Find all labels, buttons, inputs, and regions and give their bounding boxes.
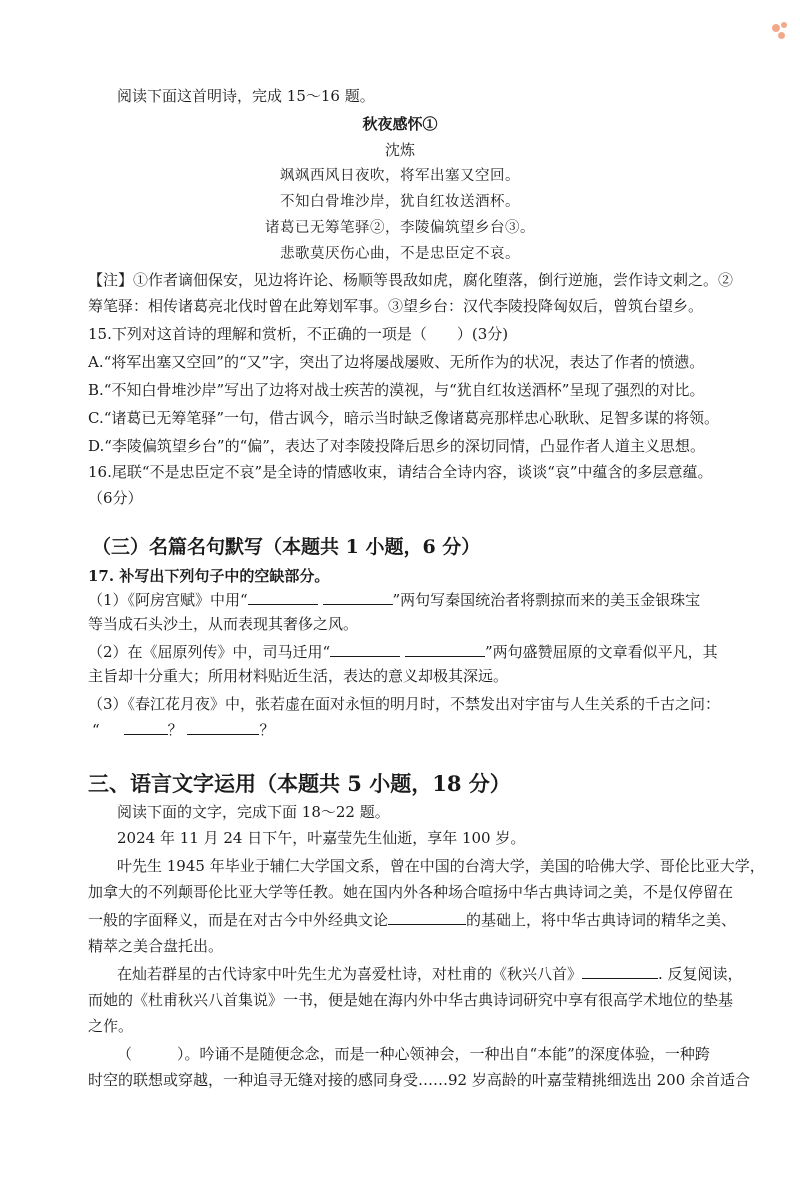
question-16-score: （6分） xyxy=(88,489,143,507)
paragraph-line: 之作。 xyxy=(88,1017,134,1035)
fill-text: （2）在《屈原列传》中，司马迁用“ xyxy=(88,643,331,661)
paragraph-line xyxy=(88,910,736,930)
poem-line: 诸葛已无筹笔驿②，李陵偏筑望乡台③。 xyxy=(265,220,535,236)
paragraph-line: 加拿大的不列颠哥伦比亚大学等任教。她在国内外各种场合喧扬中华古典诗词之美，不是仅停留在 xyxy=(88,883,734,901)
question-15-stem: 15.下列对这首诗的理解和赏析，不正确的一项是（ ）(3分) xyxy=(88,325,509,343)
question-16-stem: 16.尾联“不是忠臣定不哀”是全诗的情感收束，请结合全诗内容，谈谈“哀”中蕴含的多层意蕴。 xyxy=(88,463,713,481)
fill-sentence-2 xyxy=(88,642,718,662)
fill-sentence-1 xyxy=(88,590,700,610)
fill-text: “ xyxy=(92,721,100,739)
fill-sentence-3: （3）《春江花月夜》中，张若虚在面对永恒的明月时，不禁发出对宇宙与人生关系的千古之问： xyxy=(88,695,721,713)
paragraph-line: 精萃之美合盘托出。 xyxy=(88,937,224,955)
fill-text: ？ xyxy=(167,721,183,739)
fill-text: ”两句盛赞屈原的文章看似平凡，其 xyxy=(485,643,718,661)
answer-blank[interactable] xyxy=(187,720,259,735)
poem-line: 不知白骨堆沙岸，犹自红妆送酒杯。 xyxy=(280,194,520,210)
answer-blank[interactable] xyxy=(124,720,168,735)
part-intro: 阅读下面的文字，完成下面 18～22 题。 xyxy=(117,803,390,821)
fill-sentence-3-blanks xyxy=(92,720,274,740)
scan-mark-icon xyxy=(770,20,792,42)
q15-option-b: B.“不知白骨堆沙岸”写出了边将对战士疾苦的漠视，与“犹自红妆送酒杯”呈现了强烈的对比。 xyxy=(88,381,705,399)
section-heading: （三）名篇名句默写（本题共 1 小题，6 分） xyxy=(92,536,481,558)
fill-text: （1）《阿房宫赋》中用“ xyxy=(88,591,248,609)
q15-option-c: C.“诸葛已无筹笔驿”一句，借古讽今，暗示当时缺乏像诸葛亮那样忠心耿耿、足智多谋的将领。 xyxy=(88,409,720,427)
part-heading: 三、语言文字运用（本题共 5 小题，18 分） xyxy=(88,771,511,796)
paragraph-text: . 反复阅读， xyxy=(658,965,743,983)
fill-sentence-2-cont: 主旨却十分重大；所用材料贴近生活，表达的意义却极其深远。 xyxy=(88,667,509,685)
answer-blank[interactable] xyxy=(388,910,466,925)
paragraph-line xyxy=(117,964,743,984)
answer-blank[interactable] xyxy=(323,590,393,605)
poem-note: 筹笔驿：相传诸葛亮北伐时曾在此筹划军事。③望乡台：汉代李陵投降匈奴后，曾筑台望乡。 xyxy=(88,297,704,315)
poem-author: 沈炼 xyxy=(384,141,415,159)
question-17-stem: 17. 补写出下列句子中的空缺部分。 xyxy=(88,567,330,585)
poem-title: 秋夜感怀① xyxy=(362,115,438,133)
reading-intro: 阅读下面这首明诗，完成 15～16 题。 xyxy=(117,87,375,105)
fill-text: ”两句写秦国统治者将剽掠而来的美玉金银珠宝 xyxy=(392,591,701,609)
answer-blank[interactable] xyxy=(405,642,485,657)
paragraph-text: 在灿若群星的古代诗家中叶先生尤为喜爱杜诗，对杜甫的《秋兴八首》 xyxy=(117,965,583,983)
answer-blank[interactable] xyxy=(330,642,400,657)
poem-line: 悲歌莫厌伤心曲，不是忠臣定不哀。 xyxy=(280,246,520,262)
answer-blank[interactable] xyxy=(248,590,318,605)
fill-text: ？ xyxy=(259,721,275,739)
paragraph-line: 2024 年 11 月 24 日下午，叶嘉莹先生仙逝，享年 100 岁。 xyxy=(117,829,526,847)
q15-option-a: A.“将军出塞又空回”的“又”字，突出了边将屡战屡败、无所作为的状况，表达了作者的愤懑。 xyxy=(88,353,705,371)
fill-sentence-1-cont: 等当成石头沙土，从而表现其奢侈之风。 xyxy=(88,615,359,633)
paragraph-text: 的基础上，将中华古典诗词的精华之美、 xyxy=(466,911,737,929)
paragraph-line: 叶先生 1945 年毕业于辅仁大学国文系，曾在中国的台湾大学，美国的哈佛大学、哥伦比亚大学， xyxy=(117,857,765,875)
paragraph-line: （ ）。吟诵不是随便念念，而是一种心领神会，一种出自“本能”的深度体验，一种跨 xyxy=(117,1045,710,1063)
paragraph-line: 时空的联想或穿越，一种追寻无缝对接的感同身受……92 岁高龄的叶嘉莹精挑细选出 200 余首适合 xyxy=(88,1071,751,1089)
paragraph-text: 一般的字面释义，而是在对古今中外经典文论 xyxy=(88,911,389,929)
poem-note: 【注】①作者谪佃保安，见边将许论、杨顺等畏敌如虎，腐化堕落，倒行逆施，尝作诗文刺之。② xyxy=(88,271,734,289)
poem-line: 飒飒西风日夜吹，将军出塞又空回。 xyxy=(280,168,520,184)
paragraph-line: 而她的《杜甫秋兴八首集说》一书，便是她在海内外中华古典诗词研究中享有很高学术地位的垫基 xyxy=(88,991,734,1009)
q15-option-d: D.“李陵偏筑望乡台”的“偏”，表达了对李陵投降后思乡的深切同情，凸显作者人道主义思想。 xyxy=(88,437,705,455)
answer-blank[interactable] xyxy=(582,964,658,979)
